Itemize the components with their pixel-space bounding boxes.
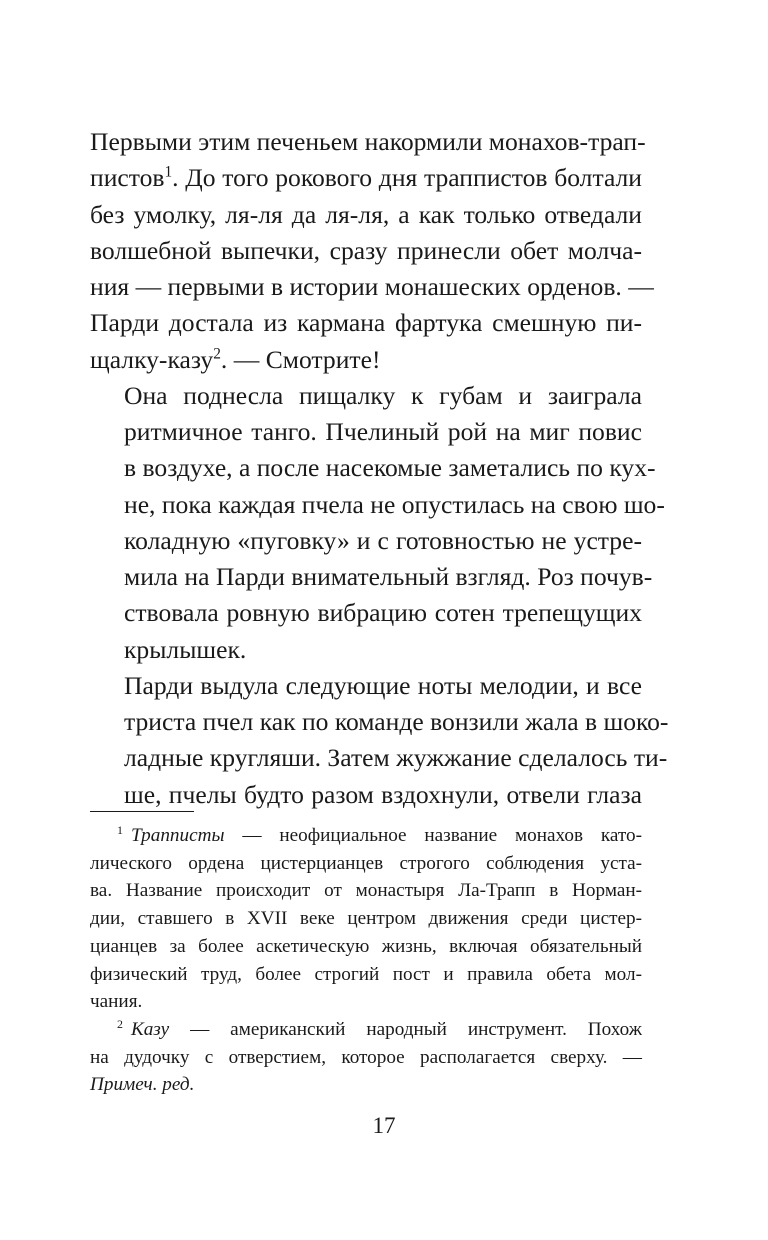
footnote-line: ва. Название происходит от монастыря Ла-Трапп в Норман- bbox=[90, 880, 642, 902]
footnote-line: $^1$ Трапписты — неофициальное название монахов като- bbox=[117, 822, 642, 846]
main-text bbox=[90, 124, 669, 813]
text-line: Парди выдула следующие ноты мелодии, и все bbox=[124, 670, 642, 700]
footnote-line: физический труд, более строгий пост и правила обета мол- bbox=[90, 963, 642, 985]
text-line: в воздухе, а после насекомые заметались по кух- bbox=[124, 453, 656, 483]
footnote-1 bbox=[90, 822, 642, 1016]
page-number: 17 bbox=[372, 1113, 396, 1138]
footnote-ref-1[interactable]: 1 bbox=[164, 163, 173, 181]
footnote-ref-2[interactable]: 2 bbox=[213, 344, 221, 362]
text-line: ния — первыми в истории монашеских орденов. — bbox=[90, 272, 654, 301]
footnote-line: на дудочку с отверстием, которое располагается сверху. — bbox=[90, 1046, 642, 1068]
text-line: волшебной выпечки, сразу принесли обет молча- bbox=[90, 235, 642, 265]
paragraph-1 bbox=[90, 124, 654, 378]
text-line: щалку-казу$^2$. — Смотрите! bbox=[90, 344, 381, 374]
paragraph-2 bbox=[90, 378, 665, 668]
footnote-line bbox=[90, 1071, 642, 1099]
text-line: триста пчел как по команде вонзили жала в шоко- bbox=[124, 707, 669, 736]
text-line: коладную «пуговку» и с готовностью не устре- bbox=[124, 525, 642, 555]
footnote-number: 2 bbox=[117, 1016, 123, 1031]
text-line: Она поднесла пищалку к губам и заиграла bbox=[124, 380, 642, 410]
text-line: мила на Парди внимательный взгляд. Роз почув- bbox=[124, 562, 653, 591]
text-line: Первыми этим печеньем накормили монахов-трап- bbox=[90, 127, 646, 156]
text-line: пистов$^1$. До того рокового дня траппистов болтали bbox=[90, 163, 642, 193]
footnote-number: 1 bbox=[117, 822, 123, 837]
text-line: ше, пчелы будто разом вздохнули, отвели глаза bbox=[124, 779, 642, 809]
text-line: крылышек. bbox=[124, 634, 247, 664]
footnote-line: цианцев за более аскетическую жизнь, включая обязательный bbox=[90, 935, 642, 957]
text-line: Парди достала из кармана фартука смешную пи- bbox=[90, 308, 642, 338]
footnotes bbox=[90, 822, 642, 1099]
footnote-term: Трапписты bbox=[130, 825, 225, 846]
footnote-2 bbox=[90, 1016, 642, 1099]
editor-note: Примеч. ред. bbox=[90, 1074, 195, 1096]
footnote-term: Казу bbox=[130, 1018, 170, 1040]
footnote-separator bbox=[90, 811, 194, 812]
footnote-line: дии, ставшего в XVII веке центром движения среди цистер- bbox=[90, 908, 642, 930]
text-line: без умолку, ля-ля да ля-ля, а как только отведали bbox=[90, 199, 642, 229]
footnote-line: лического ордена цистерцианцев строгого соблюдения уста- bbox=[90, 852, 642, 874]
text-line: ритмичное танго. Пчелиный рой на миг повис bbox=[124, 417, 642, 446]
paragraph-3 bbox=[90, 668, 669, 813]
text-line: не, пока каждая пчела не опустилась на свою шо- bbox=[124, 489, 665, 519]
text-line: ствовала ровную вибрацию сотен трепещущих bbox=[124, 598, 642, 628]
footnote-line: чания. bbox=[90, 991, 143, 1013]
footnote-line: $^2$ Казу — американский народный инструмент. Похож bbox=[117, 1016, 642, 1040]
text-line: ладные кругляши. Затем жужжание сделалось ти- bbox=[124, 743, 668, 773]
